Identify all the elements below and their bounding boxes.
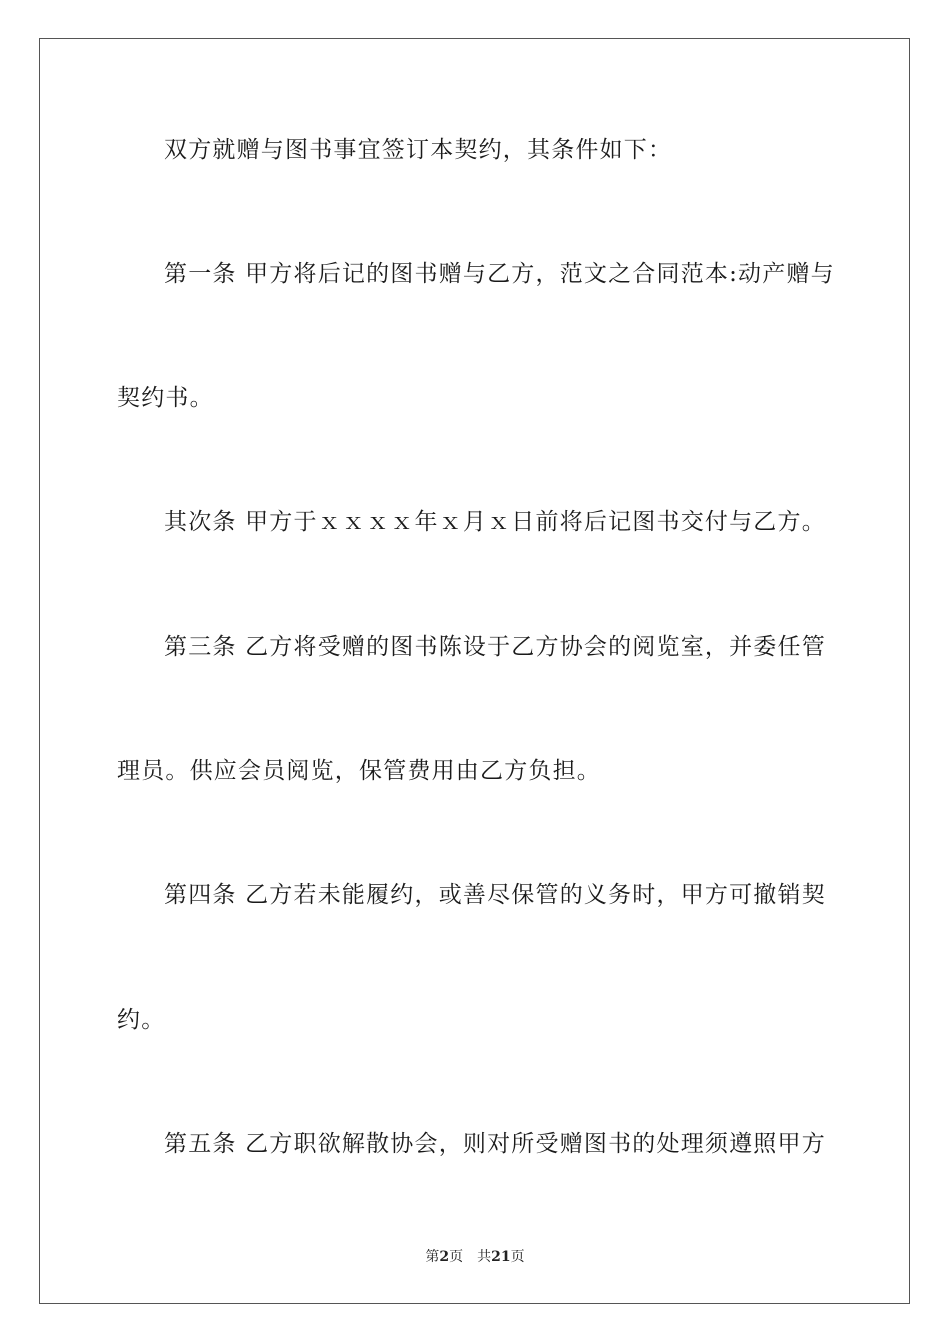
paragraph-article-1-cont: 契约书。 xyxy=(117,385,214,411)
paragraph-article-4-cont: 约。 xyxy=(117,1007,166,1033)
footer-page-prefix: 第 xyxy=(425,1249,440,1265)
paragraph-article-4: 第四条 乙方若未能履约，或善尽保管的义务时，甲方可撤销契 xyxy=(164,882,826,908)
footer-page-suffix: 页 xyxy=(449,1249,464,1265)
paragraph-intro: 双方就赠与图书事宜签订本契约，其条件如下： xyxy=(164,137,673,163)
paragraph-article-3-cont: 理员。供应会员阅览，保管费用由乙方负担。 xyxy=(117,758,601,784)
paragraph-article-1: 第一条 甲方将后记的图书赠与乙方，范文之合同范本:动产赠与 xyxy=(164,261,835,287)
paragraph-article-3: 第三条 乙方将受赠的图书陈设于乙方协会的阅览室，并委任管 xyxy=(164,634,826,660)
page-border xyxy=(39,38,910,1304)
page-footer xyxy=(0,1248,950,1266)
footer-total-suffix: 页 xyxy=(510,1249,525,1265)
footer-page-number: 2 xyxy=(439,1249,450,1265)
paragraph-article-5: 第五条 乙方职欲解散协会，则对所受赠图书的处理须遵照甲方 xyxy=(164,1131,826,1157)
footer-total-prefix: 共 xyxy=(477,1249,492,1265)
paragraph-article-2: 其次条 甲方于ｘｘｘｘ年ｘ月ｘ日前将后记图书交付与乙方。 xyxy=(164,509,826,535)
footer-total-pages: 21 xyxy=(491,1249,511,1265)
